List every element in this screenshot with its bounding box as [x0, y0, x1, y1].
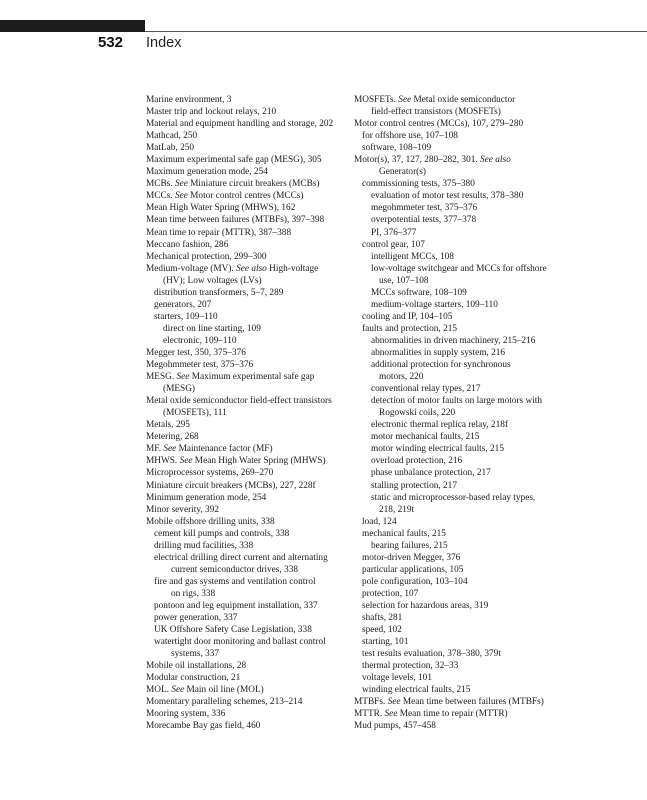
index-entry: static and microprocessor-based relay types, — [371, 492, 536, 503]
running-head: Index — [146, 35, 182, 51]
index-entry: load, 124 — [362, 516, 397, 527]
index-entry: Motor(s), 37, 127, 280–282, 301. See also — [354, 155, 511, 166]
index-entry: electrical drilling direct current and alternating — [154, 552, 328, 563]
index-column-left — [146, 94, 346, 732]
index-entry: fire and gas systems and ventilation control — [154, 576, 316, 587]
index-entry: MatLab, 250 — [146, 143, 195, 154]
index-entry: Mooring system, 336 — [146, 709, 226, 720]
header-bar-block — [0, 20, 145, 32]
index-entry: software, 108–109 — [362, 143, 432, 154]
index-entry: pole configuration, 103–104 — [362, 576, 468, 587]
index-entry: (HV); Low voltages (LVs) — [163, 275, 262, 286]
index-entry: shafts, 281 — [362, 613, 403, 624]
index-entry: MCCs software, 108–109 — [371, 287, 467, 298]
index-entry: Motor control centres (MCCs), 107, 279–280 — [354, 119, 524, 130]
index-entry: MHWS. See Mean High Water Spring (MHWS) — [146, 456, 326, 467]
index-entry: Minor severity, 392 — [146, 504, 219, 515]
index-entry: mechanical faults, 215 — [362, 528, 446, 539]
index-entry: Marine environment, 3 — [146, 95, 232, 105]
index-entry: Meccano fashion, 286 — [146, 239, 229, 250]
index-entry: Metals, 295 — [146, 420, 190, 431]
index-entry: speed, 102 — [362, 625, 402, 636]
index-entry: MCCs. See Motor control centres (MCCs) — [146, 191, 304, 202]
index-entry: current semiconductor drives, 338 — [171, 564, 299, 575]
index-entry: direct on line starting, 109 — [163, 323, 261, 334]
index-entry: cement kill pumps and controls, 338 — [154, 528, 290, 539]
index-entry: Mobile offshore drilling units, 338 — [146, 516, 275, 527]
page-number: 532 — [98, 34, 124, 51]
index-entry: use, 107–108 — [379, 275, 429, 286]
index-entry: low-voltage switchgear and MCCs for offshore — [371, 263, 547, 274]
index-entry: power generation, 337 — [154, 613, 238, 624]
index-entry: motor-driven Megger, 376 — [362, 552, 461, 563]
index-entry: starting, 101 — [362, 637, 409, 648]
index-entry: phase unbalance protection, 217 — [371, 468, 491, 479]
index-entry: Megger test, 350, 375–376 — [146, 347, 246, 358]
index-entry: Medium-voltage (MV). See also High-voltage — [146, 263, 319, 274]
index-entry: Mud pumps, 457–458 — [354, 721, 436, 732]
index-entry: test results evaluation, 378–380, 379t — [362, 649, 501, 660]
index-entry: Megohmmeter test, 375–376 — [146, 360, 254, 371]
index-entry: drilling mud facilities, 338 — [154, 540, 254, 551]
index-entry: Master trip and lockout relays, 210 — [146, 107, 277, 118]
header-bar — [0, 20, 647, 32]
index-entry: Rogowski coils, 220 — [379, 408, 456, 419]
index-entry: MOL. See Main oil line (MOL) — [146, 685, 264, 696]
index-entry: Minimum generation mode, 254 — [146, 492, 267, 503]
index-entry: Microprocessor systems, 269–270 — [146, 468, 274, 479]
header-rule — [145, 31, 647, 32]
index-entry: UK Offshore Safety Case Legislation, 338 — [154, 625, 312, 636]
index-entry: bearing failures, 215 — [371, 540, 448, 551]
index-entry: overload protection, 216 — [371, 456, 463, 467]
index-entry: medium-voltage starters, 109–110 — [371, 299, 498, 310]
index-entry: Mean High Water Spring (MHWS), 162 — [146, 203, 296, 214]
index-entry: PI, 376–377 — [371, 227, 417, 238]
index-entry: Mathcad, 250 — [146, 131, 198, 142]
index-entry: evaluation of motor test results, 378–380 — [371, 191, 524, 202]
index-column-right — [354, 94, 579, 732]
index-entry: particular applications, 105 — [362, 564, 464, 575]
index-entry: winding electrical faults, 215 — [362, 685, 471, 696]
index-entry: (MOSFETs), 111 — [163, 408, 227, 419]
index-entry: Metering, 268 — [146, 432, 199, 443]
index-entry: detection of motor faults on large motors with — [371, 396, 543, 407]
index-entry: on rigs, 338 — [171, 588, 216, 599]
index-entry: abnormalities in driven machinery, 215–216 — [371, 335, 536, 346]
index-entry: Morecambe Bay gas field, 460 — [146, 721, 261, 732]
index-entry: (MESG) — [163, 384, 196, 395]
index-entry: intelligent MCCs, 108 — [371, 251, 454, 262]
index-entry: motor mechanical faults, 215 — [371, 432, 480, 443]
index-entry: voltage levels, 101 — [362, 673, 432, 684]
index-entry: MF. See Maintenance factor (MF) — [146, 444, 273, 455]
index-entry: commissioning tests, 375–380 — [362, 179, 475, 190]
index-entry: motors, 220 — [379, 372, 424, 383]
index-entry: Mean time to repair (MTTR), 387–388 — [146, 227, 292, 238]
index-entry: cooling and IP, 104–105 — [362, 311, 453, 322]
index-entry: conventional relay types, 217 — [371, 384, 481, 395]
index-entry: MESG. See Maximum experimental safe gap — [146, 372, 315, 383]
index-entry: protection, 107 — [362, 588, 419, 599]
index-entry: for offshore use, 107–108 — [362, 131, 458, 142]
index-entry: MTBFs. See Mean time between failures (MTBFs) — [354, 697, 544, 708]
index-entry: selection for hazardous areas, 319 — [362, 600, 489, 611]
index-entry: watertight door monitoring and ballast control — [154, 637, 326, 648]
index-entry: electronic, 109–110 — [163, 335, 237, 346]
index-entry: stalling protection, 217 — [371, 480, 457, 491]
index-entry: Mean time between failures (MTBFs), 397–398 — [146, 215, 325, 226]
index-entry: Mobile oil installations, 28 — [146, 661, 247, 672]
index-entry: Generator(s) — [379, 167, 426, 178]
index-entry: Modular construction, 21 — [146, 673, 241, 684]
index-entry: Miniature circuit breakers (MCBs), 227, 228f — [146, 480, 316, 491]
index-entry: MTTR. See Mean time to repair (MTTR) — [354, 709, 508, 720]
index-entry: electronic thermal replica relay, 218f — [371, 420, 508, 431]
index-entry: MCBs. See Miniature circuit breakers (MCBs) — [146, 179, 320, 190]
index-entry: overpotential tests, 377–378 — [371, 215, 477, 226]
index-entry: motor winding electrical faults, 215 — [371, 444, 504, 455]
index-entry: Maximum experimental safe gap (MESG), 305 — [146, 155, 322, 166]
index-entry: Metal oxide semiconductor field-effect transistors — [146, 396, 332, 407]
index-entry: thermal protection, 32–33 — [362, 661, 459, 672]
index-entry: megohmmeter test, 375–376 — [371, 203, 478, 214]
index-entry: abnormalities in supply system, 216 — [371, 347, 506, 358]
index-entry: Momentary paralleling schemes, 213–214 — [146, 697, 303, 708]
index-entry: faults and protection, 215 — [362, 323, 458, 334]
index-entry: Mechanical protection, 299–300 — [146, 251, 267, 262]
index-entry: systems, 337 — [171, 649, 220, 660]
index-entry: additional protection for synchronous — [371, 360, 511, 371]
index-entry: pontoon and leg equipment installation, 337 — [154, 600, 318, 611]
index-entry: generators, 207 — [154, 299, 212, 310]
index-entry: Material and equipment handling and storage, 202 — [146, 119, 334, 130]
index-entry: distribution transformers, 5–7, 289 — [154, 287, 284, 298]
index-entry: Maximum generation mode, 254 — [146, 167, 268, 178]
index-entry: MOSFETs. See Metal oxide semiconductor — [354, 95, 516, 105]
index-entry: 218, 219t — [379, 504, 415, 515]
index-entry: starters, 109–110 — [154, 311, 218, 322]
index-entry: field-effect transistors (MOSFETs) — [371, 107, 501, 118]
index-entry: control gear, 107 — [362, 239, 425, 250]
